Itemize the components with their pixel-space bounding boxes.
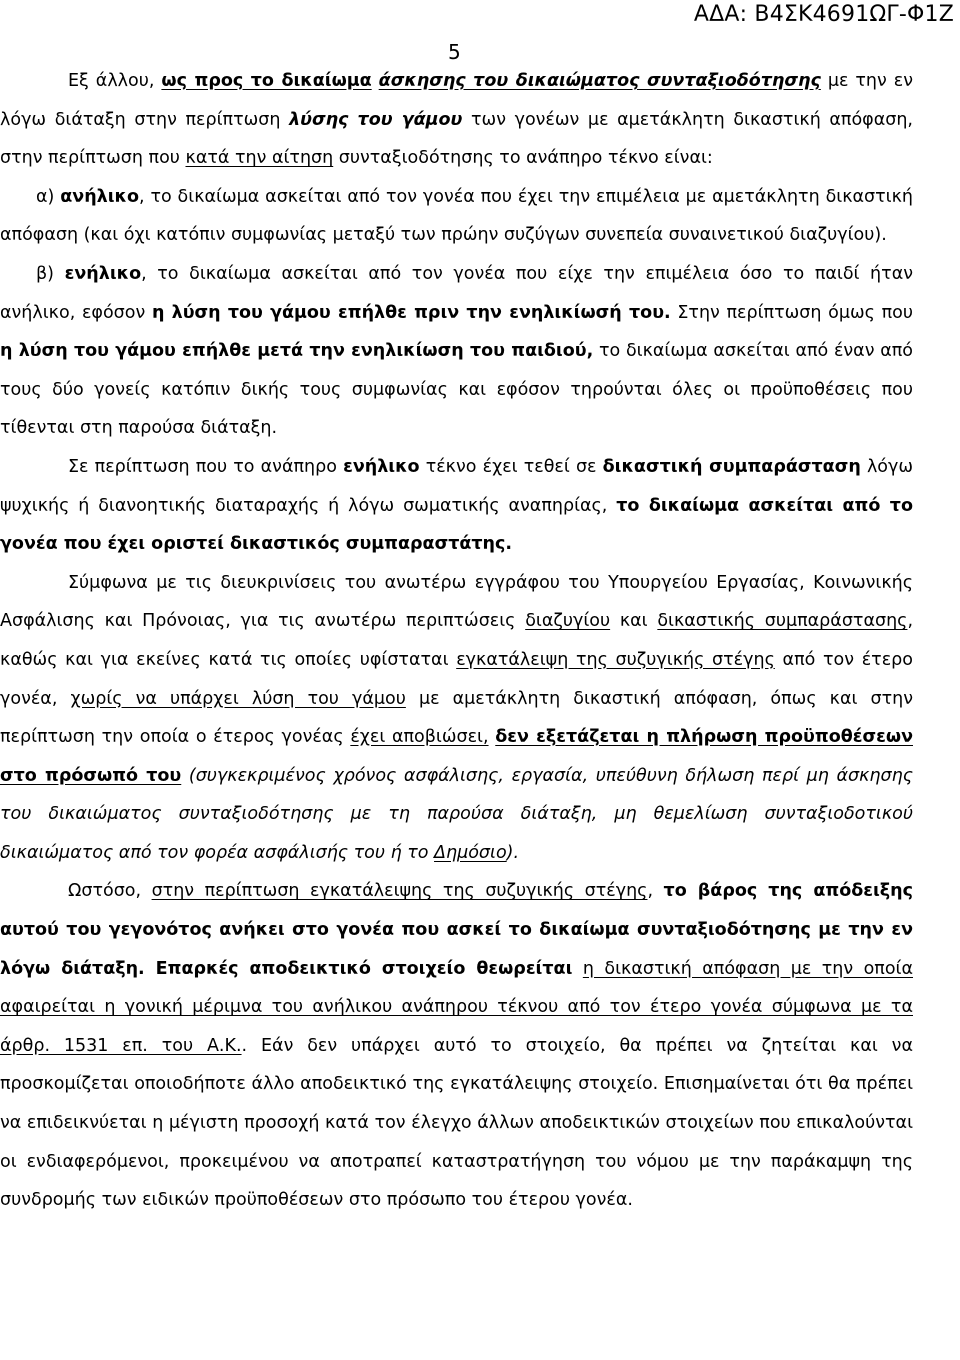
text-bold-underline: δεν εξετάζεται η πλήρωση προϋποθέσεων στο πρόσωπό του	[0, 727, 913, 786]
text: . Εάν δεν υπάρχει αυτό το στοιχείο, θα πρέπει να ζητείται και να προσκομίζεται οποιοδήποτε άλλο αποδεικτικό της εγκατάλειψης στοιχείο. Επισημαίνεται ότι θα πρέπει να επιδεικνύεται η μέγιστη προσοχή κατά τον έλεγχο άλλων αποδεικτικών στοιχείων που επικαλούνται οι ενδιαφερόμενοι, προκειμένου να αποτραπεί καταστρατήγηση του νόμου με την παράκαμψη της συνδρομής των ειδικών προϋποθέσεων στο πρόσωπο του έτερου γονέα.	[0, 1035, 913, 1211]
text: Ωστόσο,	[68, 881, 152, 902]
paragraph-right-exercise	[0, 62, 913, 178]
paragraph-ministry-clarifications	[0, 564, 913, 873]
text-bold: η λύση του γάμου επήλθε πριν την ενηλικίωσή του.	[151, 302, 671, 323]
text: λόγω ψυχικής ή διανοητικής διαταραχής ή λόγω σωματικής αναπηρίας,	[0, 456, 914, 516]
text: από τον έτερο γονέα,	[0, 649, 913, 709]
text-italic-underline: Δημόσιο	[434, 842, 507, 863]
text: τέκνο έχει τεθεί σε	[419, 456, 603, 477]
text: με την εν λόγω διάταξη στην περίπτωση	[0, 71, 914, 130]
text-underline: διαζυγίου	[525, 611, 611, 632]
text: Σε περίπτωση που το ανάπηρο	[68, 456, 344, 477]
text: Σύμφωνα με τις διευκρινίσεις του ανωτέρω εγγράφου του Υπουργείου Εργασίας, Κοινωνικής Ασφάλισης και Πρόνοιας, για τις ανωτέρω περιπτώσεις	[0, 572, 913, 632]
text-bold-italic: λύσης του γάμου	[289, 109, 463, 130]
paragraph-minor-child	[0, 178, 913, 255]
text: συνταξιοδότησης το ανάπηρο τέκνο είναι:	[333, 148, 713, 169]
text-bold: ενήλικο	[64, 263, 142, 284]
document-body	[0, 62, 913, 1220]
text: με αμετάκλητη δικαστική απόφαση, όπως και στην περίπτωση την οποία ο έτερος γονέας	[0, 688, 913, 748]
text-underline: στην περίπτωση εγκατάλειψης της συζυγικής στέγης	[151, 881, 648, 902]
text-underline: δικαστικής συμπαράστασης	[657, 611, 908, 632]
text: ,	[647, 881, 664, 902]
text: , το δικαίωμα ασκείται από τον γονέα που έχει την επιμέλεια με αμετάκλητη δικαστική απόφαση (και όχι κατόπιν συμφωνίας μεταξύ των πρώην συζύγων συνεπεία συναινετικού διαζυγίου).	[0, 186, 913, 246]
text-italic: ).	[506, 842, 520, 863]
text-underline: έχει αποβιώσει,	[350, 727, 489, 748]
text-underline: χωρίς να υπάρχει λύση του γάμου	[70, 688, 406, 709]
text: , το δικαίωμα ασκείται από τον γονέα που είχε την επιμέλεια όσο το παιδί ήταν ανήλικο, εφόσον	[0, 263, 913, 323]
text-underline: η δικαστική απόφαση με την οποία αφαιρείται η γονική μέριμνα του ανήλικου ανάπηρου τέκνου από τον έτερο γονέα σύμφωνα με τα άρθρ. 1531 επ. του Α.Κ.	[0, 958, 913, 1056]
text: β)	[36, 263, 65, 284]
text-underline: κατά την αίτηση	[185, 148, 334, 169]
text: α)	[36, 186, 61, 207]
text-underline: εγκατάλειψη της συζυγικής στέγης	[456, 649, 775, 670]
text: των γονέων με αμετάκλητη δικαστική απόφαση, στην περίπτωση που	[0, 109, 913, 169]
text-bold-italic-underline: άσκησης του δικαιώματος συνταξιοδότησης	[378, 71, 821, 91]
text: το δικαίωμα ασκείται από έναν από τους δύο γονείς κατόπιν δικής τους συμφωνίας και εφόσον τηρούνται όλες οι προϋποθέσεις που τίθενται στη παρούσα διάταξη.	[0, 341, 913, 439]
page-number: 5	[448, 40, 461, 64]
ada-identifier: ΑΔΑ: Β4ΣΚ4691ΩΓ-Φ1Ζ	[693, 2, 954, 27]
text: , καθώς και για εκείνες κατά τις οποίες υφίσταται	[0, 611, 914, 670]
text-bold: ενήλικο	[343, 456, 420, 477]
text: Στην περίπτωση όμως που	[670, 302, 913, 323]
text	[572, 959, 582, 979]
paragraph-adult-child	[0, 255, 913, 448]
paragraph-proof-burden	[0, 872, 913, 1219]
text: Εξ άλλου,	[68, 71, 162, 91]
text-bold: το δικαίωμα ασκείται από το γονέα που έχει οριστεί δικαστικός συμπαραστάτης.	[0, 495, 913, 555]
text: και	[610, 611, 658, 632]
paragraph-judicial-assistance	[0, 448, 913, 564]
text-italic: (συγκεκριμένος χρόνος ασφάλισης, εργασία, υπεύθυνη δήλωση περί μη άσκησης του δικαιώματος συνταξιοδότησης με τη παρούσα διάταξη, μη θεμελίωση συνταξιοδοτικού δικαιώματος από τον φορέα ασφάλισής του ή το	[0, 765, 913, 863]
text	[372, 71, 379, 91]
text-bold: η λύση του γάμου επήλθε μετά την ενηλικίωση του παιδιού,	[0, 341, 594, 362]
text-bold: δικαστική συμπαράσταση	[602, 456, 861, 477]
text-bold-underline: ως προς το δικαίωμα	[161, 71, 372, 91]
text-bold: το βάρος της απόδειξης αυτού του γεγονότος ανήκει στο γονέα που ασκεί το δικαίωμα συνταξιοδότησης με την εν λόγω διάταξη. Επαρκές αποδεικτικό στοιχείο θεωρείται	[0, 881, 913, 979]
text-bold: ανήλικο	[60, 186, 139, 207]
